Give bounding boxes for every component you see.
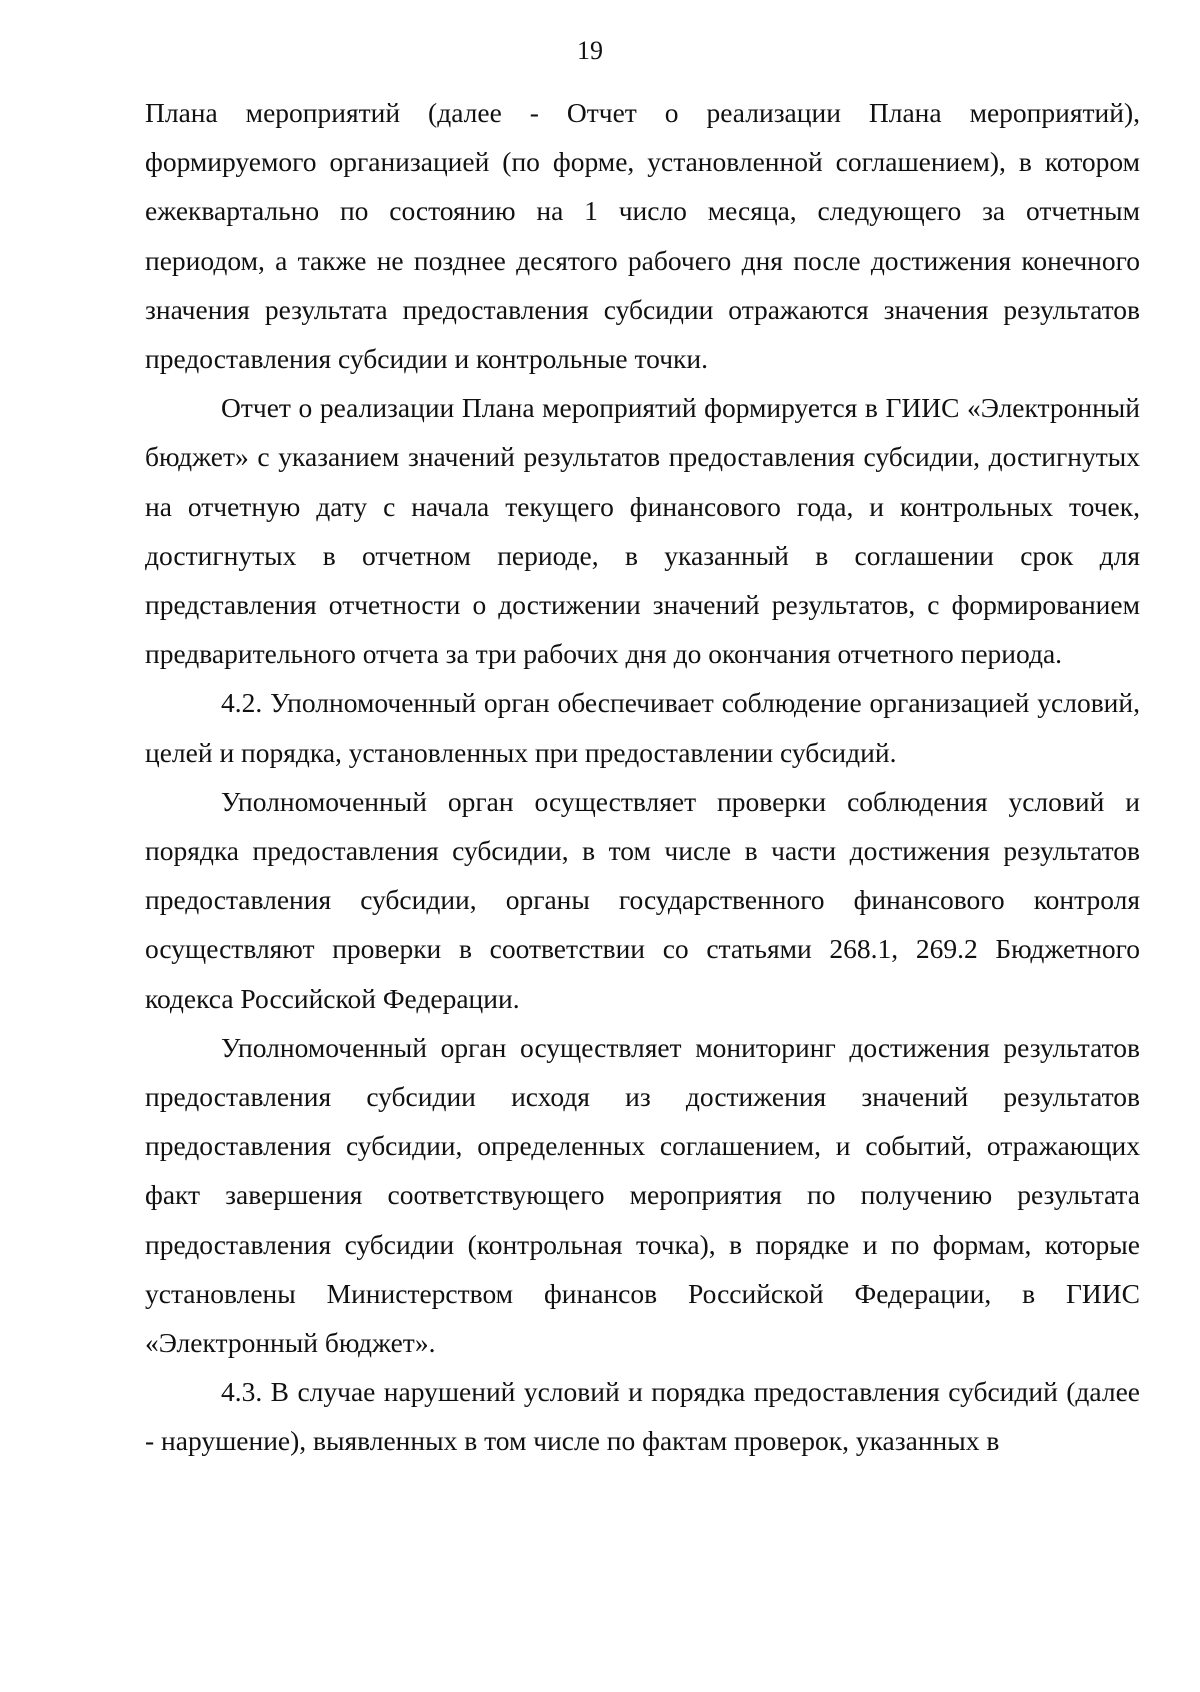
document-body	[145, 88, 1140, 1466]
paragraph-report-formation: Отчет о реализации Плана мероприятий формируется в ГИИС «Электронный бюджет» с указанием значений результатов предоставления субсидии, достигнутых на отчетную дату с начала текущего финансового года, и контрольных точек, достигнутых в отчетном периоде, в указанный в соглашении срок для представления отчетности о достижении значений результатов, с формированием предварительного отчета за три рабочих дня до окончания отчетного периода.	[145, 392, 1140, 670]
paragraph-inspections: Уполномоченный орган осуществляет проверки соблюдения условий и порядка предоставления субсидии, в том числе в части достижения результатов предоставления субсидии, органы государственного финансового контроля осуществляют проверки в соответствии со статьями 268.1, 269.2 Бюджетного кодекса Российской Федерации.	[145, 785, 1140, 1014]
page-number: 19	[577, 36, 603, 65]
paragraph-section-4-2: 4.2. Уполномоченный орган обеспечивает соблюдение организацией условий, целей и порядка, установленных при предоставлении субсидий.	[145, 687, 1140, 768]
paragraph-report-plan-continuation: Плана мероприятий (далее - Отчет о реализации Плана мероприятий), формируемого организацией (по форме, установленной соглашением), в котором ежеквартально по состоянию на 1 число месяца, следующего за отчетным периодом, а также не позднее десятого рабочего дня после достижения конечного значения результата предоставления субсидии отражаются значения результатов предоставления субсидии и контрольные точки.	[145, 97, 1140, 375]
paragraph-monitoring: Уполномоченный орган осуществляет мониторинг достижения результатов предоставления субсидии исходя из достижения значений результатов предоставления субсидии, определенных соглашением, и событий, отражающих факт завершения соответствующего мероприятия по получению результата предоставления субсидии (контрольная точка), в порядке и по формам, которые установлены Министерством финансов Российской Федерации, в ГИИС «Электронный бюджет».	[145, 1031, 1140, 1359]
paragraph-section-4-3: 4.3. В случае нарушений условий и порядка предоставления субсидий (далее - нарушение), выявленных в том числе по фактам проверок, указанных в	[145, 1376, 1140, 1457]
